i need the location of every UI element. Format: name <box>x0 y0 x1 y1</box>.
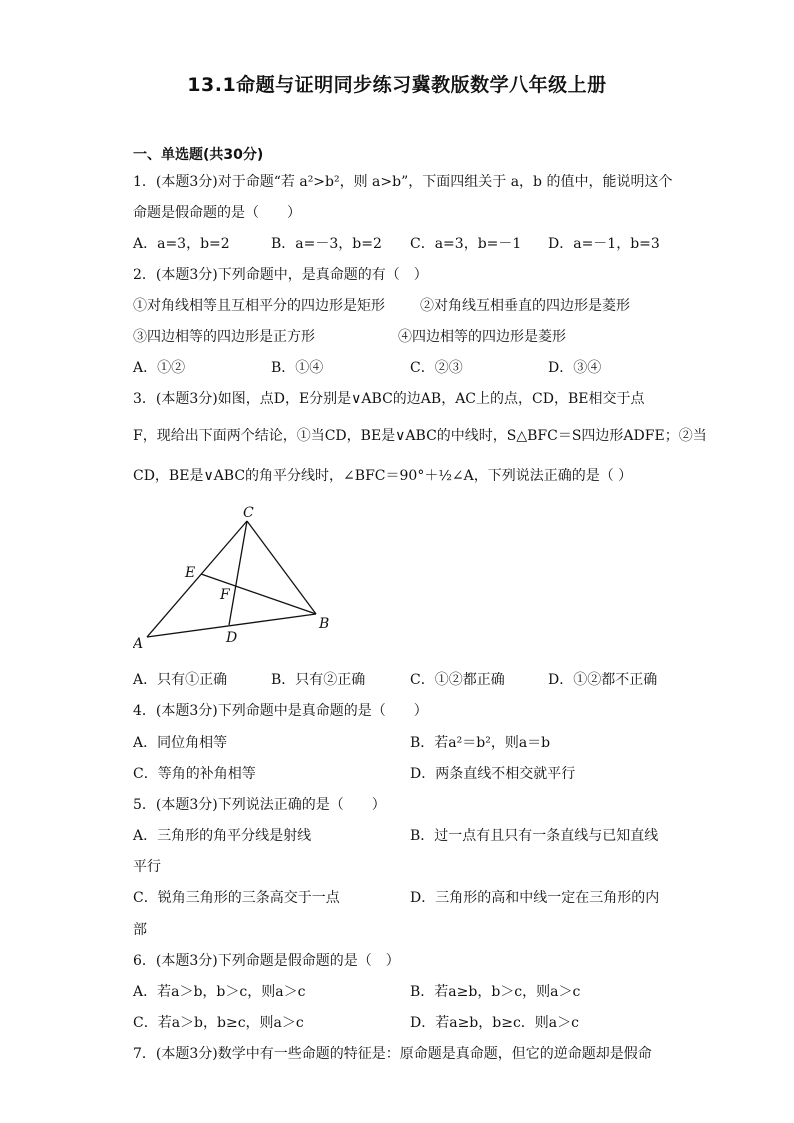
q2-statement-1: ①对角线相等且互相平分的四边形是矩形 <box>133 298 385 314</box>
q2-statement-2: ②对角线互相垂直的四边形是菱形 <box>420 298 630 314</box>
q1-option-a: A．a=3，b=2 <box>133 236 230 252</box>
q1-option-c: C．a=3，b=－1 <box>410 236 522 252</box>
q1-stem-line1: 1．(本题3分)对于命题“若 a²>b²，则 a>b”，下面四组关于 a，b 的值中，能说明这个 <box>133 174 673 190</box>
q6-stem: 6．(本题3分)下列命题是假命题的是（ ） <box>133 953 400 969</box>
q3-option-c: C．①②都正确 <box>410 672 505 688</box>
q5-option-b-continued: 平行 <box>133 859 161 875</box>
q5-option-b: B．过一点有且只有一条直线与已知直线 <box>410 828 659 844</box>
q3-option-a: A．只有①正确 <box>133 672 228 688</box>
q2-statement-3: ③四边相等的四边形是正方形 <box>133 329 315 345</box>
section-heading: 一、单选题(共30分) <box>133 147 264 163</box>
q3-stem-line3: CD，BE是∨ABC的角平分线时，∠BFC＝90°＋½∠A，下列说法正确的是（ ） <box>133 468 633 484</box>
q5-option-a: A．三角形的角平分线是射线 <box>133 828 312 844</box>
segment-be <box>201 574 316 614</box>
label-a: A <box>133 636 144 652</box>
q1-option-d: D．a=－1，b=3 <box>548 236 660 252</box>
label-d: D <box>226 630 238 646</box>
q3-option-b: B．只有②正确 <box>271 672 366 688</box>
triangle-diagram <box>133 500 343 652</box>
q2-option-d: D．③④ <box>548 360 602 376</box>
triangle-figure <box>133 500 343 652</box>
q3-option-d: D．①②都不正确 <box>548 672 658 688</box>
segment-cd <box>229 521 247 625</box>
q4-option-a: A．同位角相等 <box>133 735 228 751</box>
page-title: 13.1命题与证明同步练习冀教版数学八年级上册 <box>187 74 607 96</box>
q4-option-d: D．两条直线不相交就平行 <box>410 766 576 782</box>
q5-stem: 5．(本题3分)下列说法正确的是（ ） <box>133 797 386 813</box>
q6-option-a: A．若a＞b，b＞c，则a＞c <box>133 984 306 1000</box>
q5-option-d: D．三角形的高和中线一定在三角形的内 <box>410 890 660 906</box>
q5-option-c: C．锐角三角形的三条高交于一点 <box>133 890 340 906</box>
q6-option-b: B．若a≥b，b＞c，则a＞c <box>410 984 581 1000</box>
q4-option-c: C．等角的补角相等 <box>133 766 256 782</box>
side-ac <box>147 521 247 637</box>
q7-stem: 7．(本题3分)数学中有一些命题的特征是：原命题是真命题，但它的逆命题却是假命 <box>133 1046 652 1062</box>
q6-option-d: D．若a≥b，b≥c．则a＞c <box>410 1015 579 1031</box>
q1-option-b: B．a=－3，b=2 <box>271 236 382 252</box>
q5-option-d-continued: 部 <box>133 922 147 938</box>
label-b: B <box>319 616 330 632</box>
q4-option-b: B．若a²＝b²，则a＝b <box>410 735 551 751</box>
q2-option-c: C．②③ <box>410 360 463 376</box>
q2-option-a: A．①② <box>133 360 186 376</box>
q3-stem-line2: F，现给出下面两个结论，①当CD，BE是∨ABC的中线时，S△BFC＝S四边形ADFE；②当 <box>133 428 707 444</box>
q2-option-b: B．①④ <box>271 360 324 376</box>
q6-option-c: C．若a＞b，b≥c，则a＞c <box>133 1015 304 1031</box>
q2-stem: 2．(本题3分)下列命题中，是真命题的有（ ） <box>133 267 428 283</box>
q3-stem-line1: 3．(本题3分)如图，点D，E分别是∨ABC的边AB，AC上的点，CD，BE相交于点 <box>133 391 645 407</box>
side-cb <box>247 521 316 614</box>
label-e: E <box>185 565 196 581</box>
label-c: C <box>243 505 254 521</box>
q4-stem: 4．(本题3分)下列命题中是真命题的是（ ） <box>133 703 428 719</box>
label-f: F <box>220 587 230 603</box>
q2-statement-4: ④四边相等的四边形是菱形 <box>398 329 566 345</box>
q1-stem-line2: 命题是假命题的是（ ） <box>133 205 301 221</box>
